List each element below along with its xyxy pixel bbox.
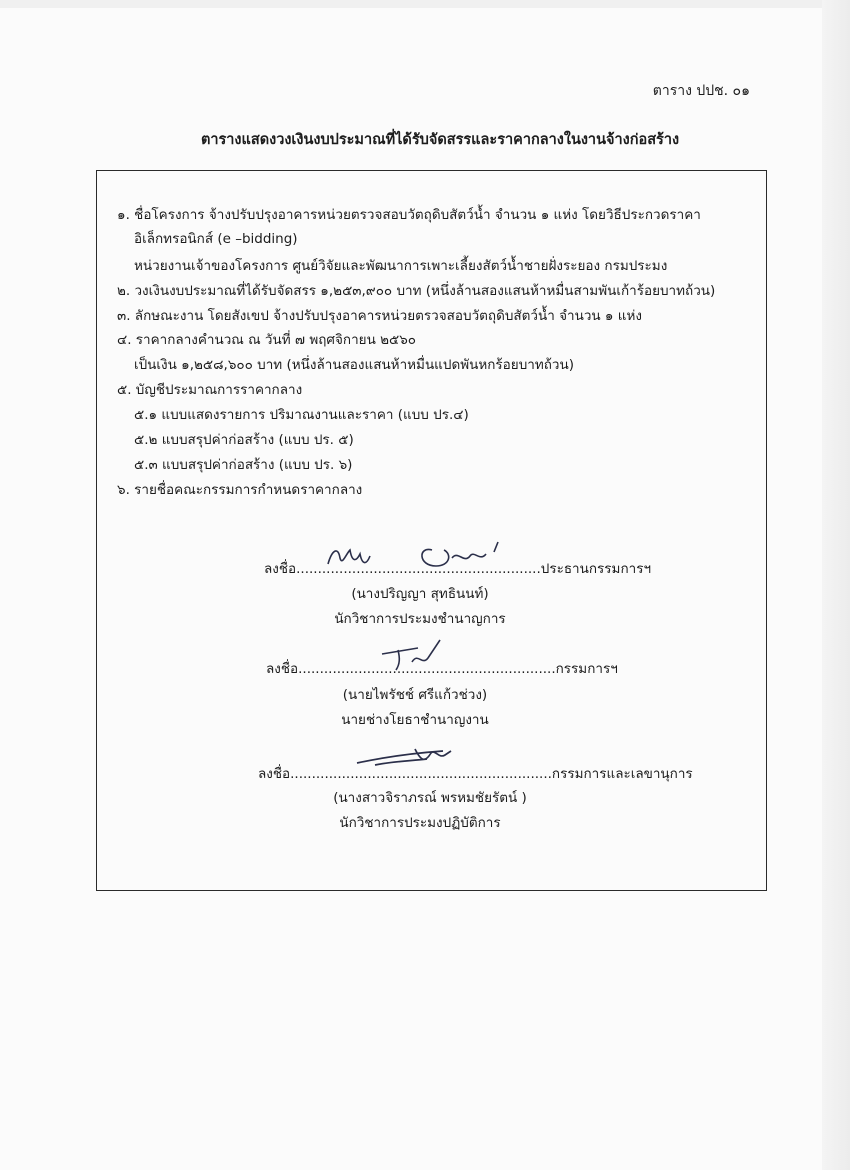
median-price-date-line: ๔. ราคากลางคำนวณ ณ วันที่ ๗ พฤศจิกายน ๒๕๖๐ <box>117 332 417 348</box>
committee-line: ๖. รายชื่อคณะกรรมการกำหนดราคากลาง <box>117 482 363 498</box>
signer-position: นักวิชาการประมงปฏิบัติการ <box>339 815 501 831</box>
form-code: ตาราง ปปช. ๐๑ <box>652 83 750 99</box>
median-price-amount-line: เป็นเงิน ๑,๒๕๘,๖๐๐ บาท (หนึ่งล้านสองแสนห้าหมื่นแปดพันหกร้อยบาทถ้วน) <box>134 357 574 373</box>
signature-line-3: ลงชื่อ.............................................................กรรมการและเลขานุการ <box>258 766 693 782</box>
work-type-line: ๓. ลักษณะงาน โดยสังเขป จ้างปรับปรุงอาคารหน่วยตรวจสอบวัตถุดิบสัตว์น้ำ จำนวน ๑ แห่ง <box>117 308 642 324</box>
signer-position: นักวิชาการประมงชำนาญการ <box>334 611 506 627</box>
sign-label: ลงชื่อ <box>266 661 299 677</box>
price-accounts-line: ๕. บัญชีประมาณการราคากลาง <box>117 382 303 398</box>
signer-role: ประธานกรรมการฯ <box>540 561 652 577</box>
budget-line: ๒. วงเงินงบประมาณที่ได้รับจัดสรร ๑,๒๕๓,๙๐๐ บาท (หนึ่งล้านสองแสนห้าหมื่นสามพันเก้าร้อยบาทถ้วน) <box>117 283 716 299</box>
handwritten-signature <box>355 743 465 773</box>
document-title: ตารางแสดงวงเงินงบประมาณที่ได้รับจัดสรรและราคากลางในงานจ้างก่อสร้าง <box>200 132 680 148</box>
signer-name: (นางสาวจิราภรณ์ พรหมชัยรัตน์ ) <box>333 790 527 806</box>
signer-name: (นางปริญญา สุทธินนท์) <box>351 586 489 602</box>
signer-role: กรรมการฯ <box>555 661 618 677</box>
signature-line-1: ลงชื่อ.........................................................ประธานกรรมการฯ <box>264 561 652 577</box>
signature-line-2: ลงชื่อ............................................................กรรมการฯ <box>266 661 618 677</box>
scan-edge-right <box>822 0 850 1170</box>
sign-label: ลงชื่อ <box>258 766 291 782</box>
handwritten-signature <box>322 536 522 576</box>
sign-label: ลงชื่อ <box>264 561 297 577</box>
agency-line: หน่วยงานเจ้าของโครงการ ศูนย์วิจัยและพัฒนาการเพาะเลี้ยงสัตว์น้ำชายฝั่งระยอง กรมประมง <box>134 258 668 274</box>
project-name-line-2: อิเล็กทรอนิกส์ (e –bidding) <box>134 231 298 247</box>
scan-edge-top <box>0 0 850 8</box>
signer-role: กรรมการและเลขานุการ <box>551 766 693 782</box>
signer-position: นายช่างโยธาชำนาญงาน <box>341 712 489 728</box>
sub-item-5-1: ๕.๑ แบบแสดงรายการ ปริมาณงานและราคา (แบบ ปร.๔) <box>134 407 469 423</box>
sub-item-5-3: ๕.๓ แบบสรุปค่าก่อสร้าง (แบบ ปร. ๖) <box>134 457 353 473</box>
project-name-line-1: ๑. ชื่อโครงการ จ้างปรับปรุงอาคารหน่วยตรวจสอบวัตถุดิบสัตว์น้ำ จำนวน ๑ แห่ง โดยวิธีประกวดราคา <box>117 207 701 223</box>
handwritten-signature <box>378 636 458 676</box>
signer-name: (นายไพรัชช์ ศรีแก้วช่วง) <box>342 687 488 703</box>
sub-item-5-2: ๕.๒ แบบสรุปค่าก่อสร้าง (แบบ ปร. ๕) <box>134 432 354 448</box>
